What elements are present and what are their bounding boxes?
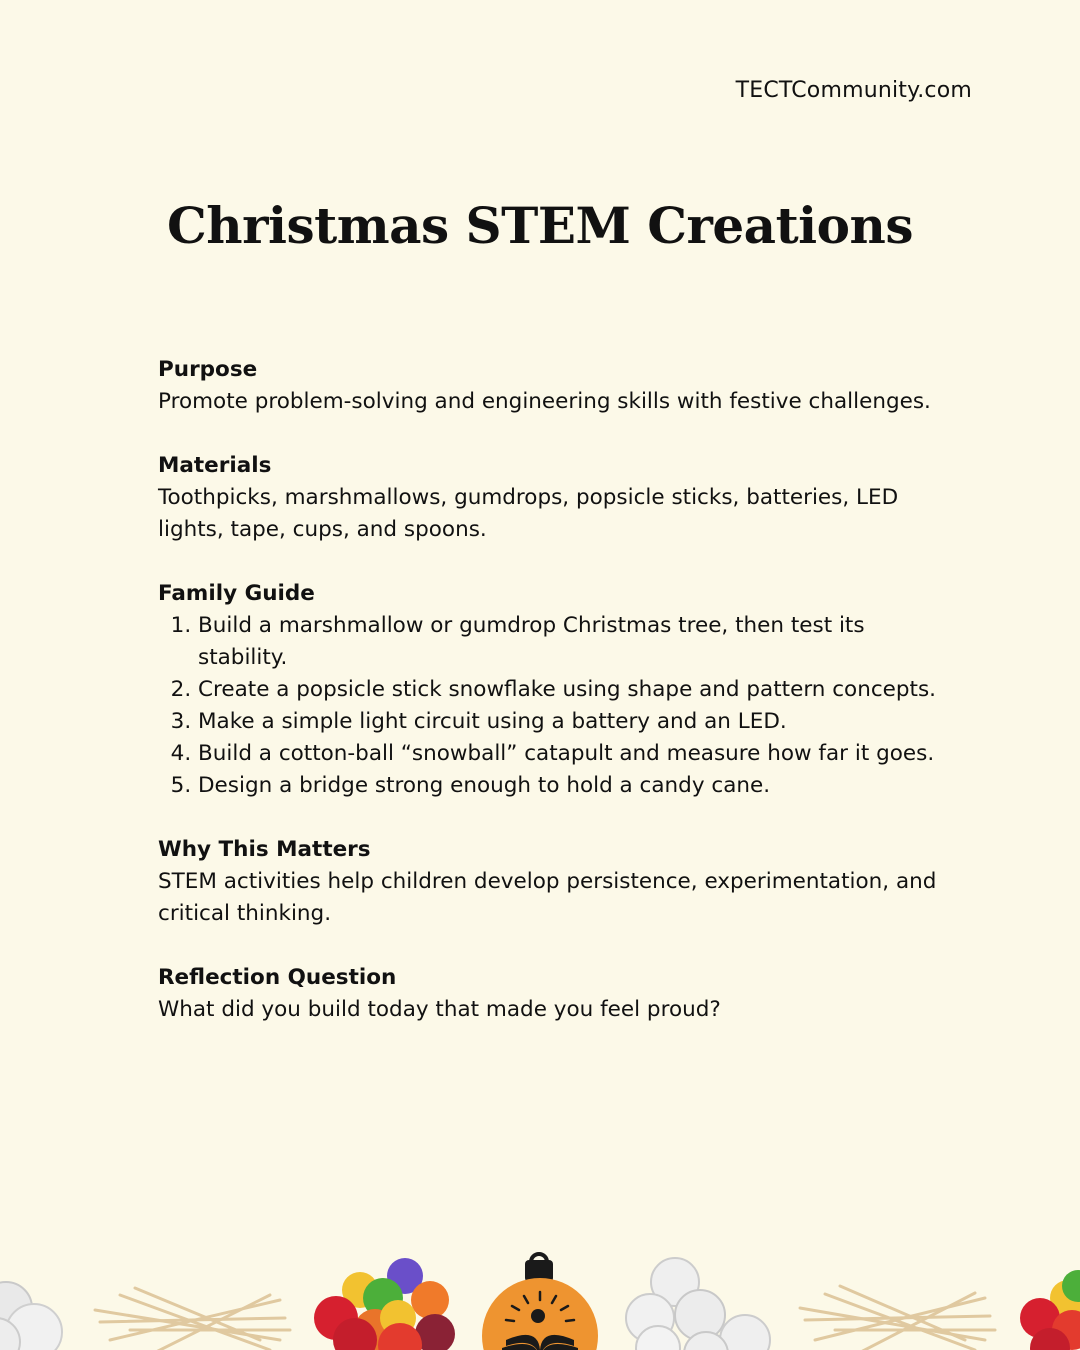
ornament-logo-icon [482,1254,598,1350]
why-heading: Why This Matters [158,837,371,862]
why-text: STEM activities help children develop persistence, experimentation, and critical thinking. [158,869,937,926]
materials-text: Toothpicks, marshmallows, gumdrops, popsicle sticks, batteries, LED lights, tape, cups, and spoons. [158,485,899,542]
gumdrops-icon [314,1258,455,1350]
step-item: 1. Build a marshmallow or gumdrop Christmas tree, then test its stability. [198,610,938,674]
reflection-text: What did you build today that made you feel proud? [158,997,721,1022]
family-guide-section [158,578,938,802]
step-item: 3. Make a simple light circuit using a battery and an LED. [198,706,938,738]
purpose-section [158,354,938,418]
content [158,354,938,1058]
page-title: Christmas STEM Creations [166,196,914,255]
step-item: 2. Create a popsicle stick snowflake using shape and pattern concepts. [198,674,938,706]
materials-heading: Materials [158,453,272,478]
family-guide-heading: Family Guide [158,581,315,606]
reflection-section [158,962,938,1026]
materials-section [158,450,938,546]
toothpicks-icon [95,1288,290,1350]
site-url: TECTCommunity.com [735,78,972,103]
gumdrops-icon [1020,1270,1080,1350]
marshmallow-icon [626,1258,770,1350]
family-guide-steps [158,610,938,802]
marshmallow-icon [0,1282,62,1350]
reflection-heading: Reflection Question [158,965,397,990]
decor-strip [0,1190,1080,1350]
toothpicks-icon [800,1286,995,1350]
purpose-text: Promote problem-solving and engineering skills with festive challenges. [158,389,931,414]
why-section [158,834,938,930]
step-item: 5. Design a bridge strong enough to hold a candy cane. [198,770,938,802]
purpose-heading: Purpose [158,357,258,382]
step-item: 4. Build a cotton-ball “snowball” catapult and measure how far it goes. [198,738,938,770]
